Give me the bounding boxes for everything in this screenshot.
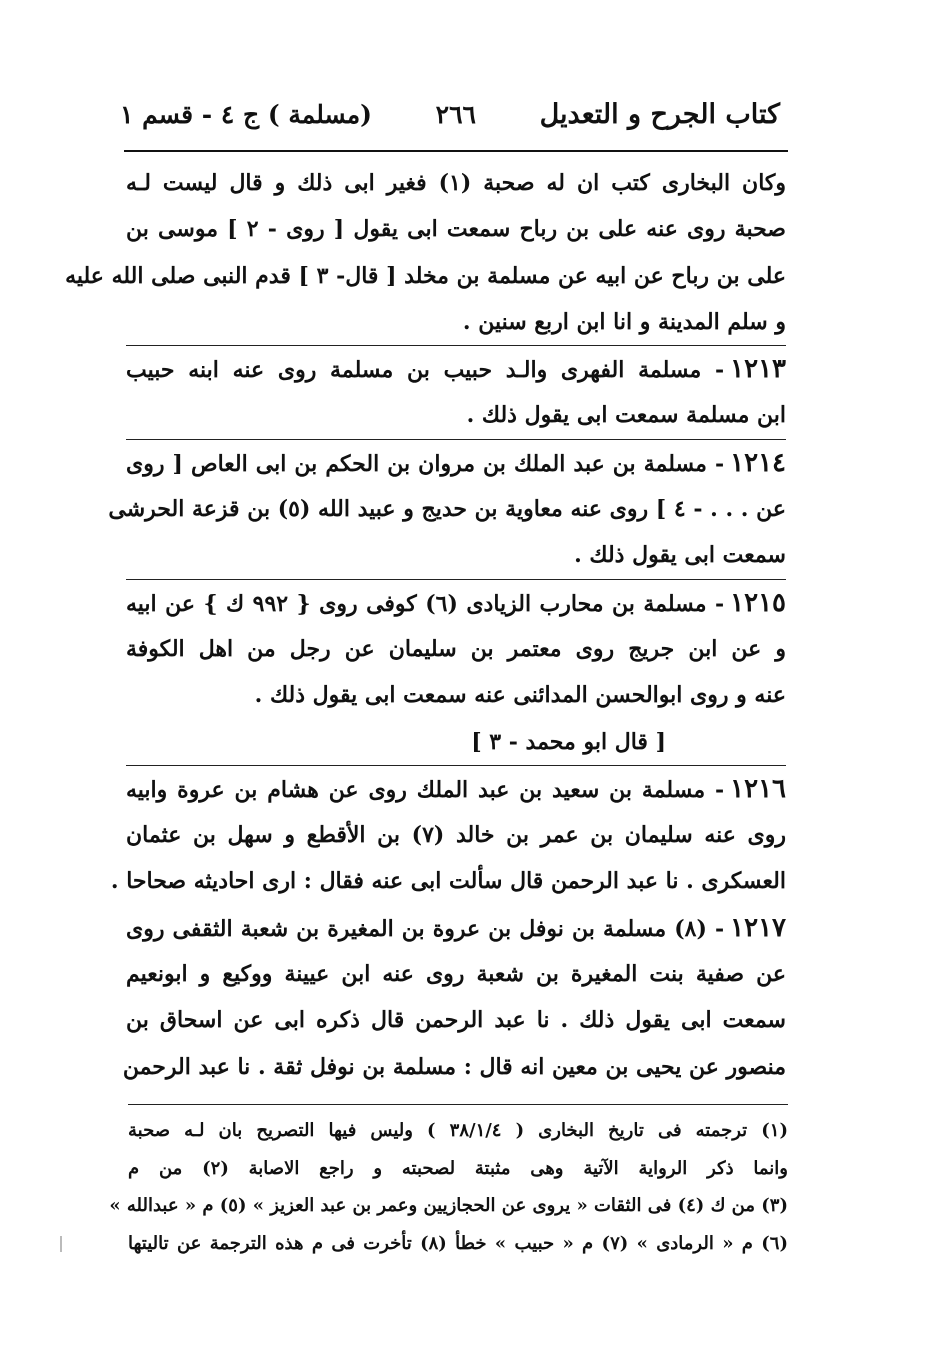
footnote-line: (٦) م « الرمادى » (٧) م « حبيب » خطأ (٨) تأخرت فى م هذه الترجمة عن تاليتها — [128, 1232, 788, 1254]
entry-number: ١٢١٤ — [730, 447, 786, 478]
text-line: عن صفية بنت المغيرة بن شعبة روى عنه ابن عيينة ووكيع و ابونعيم — [126, 961, 786, 988]
entry-number: ١٢١٦ — [730, 773, 786, 804]
footnote-rule — [128, 1104, 788, 1105]
text-line: [ قال ابو محمد - ٣ ] — [471, 728, 666, 755]
text-line: عنه و روى ابوالحسن المدائنى عنه سمعت ابى يقول ذلك . — [254, 682, 786, 709]
text-line: - مسلمة بن سعيد بن عبد الملك روى عن هشام بن عروة وابيه — [126, 776, 725, 803]
page-number: ٢٦٦ — [435, 99, 476, 129]
text-line: - مسلمة بن عبد الملك بن مروان بن الحكم بن ابى العاص [ روى — [126, 450, 725, 477]
entry-number: ١٢١٧ — [730, 912, 786, 943]
section-label: (مسلمة ) ج ٤ - قسم ١ — [120, 99, 373, 129]
header-rule — [124, 150, 788, 152]
continuation-paragraph — [65, 160, 786, 345]
text-line: - مسلمة بن محارب الزيادى (٦) كوفى روى { ٩٩٢ ك } عن ابيه — [126, 590, 725, 617]
text-line: و سلم المدينة و انا ابن اربع سنين . — [462, 308, 786, 335]
book-title: كتاب الجرح و التعديل — [539, 98, 780, 130]
text-line: و عن ابن جريج روى معتمر بن سليمان عن رجل من اهل الكوفة — [126, 635, 786, 662]
text-line: وكان البخارى كتب ان له صحبة (١) فغير ابى ذلك و قال ليست لـه — [126, 170, 786, 196]
entry-1213 — [126, 346, 786, 439]
text-line: العسكرى . نا عبد الرحمن قال سألت ابى عنه فقال : ارى احاديثه صحاحا . — [110, 868, 786, 895]
footnotes — [109, 1112, 788, 1262]
text-line: عن . . . - ٤ ] روى عنه معاوية بن حديج و عبيد الله (٥) بن قزعة الحرشى — [108, 496, 786, 523]
entry-1214 — [108, 440, 786, 579]
footnote-line: (١) ترجمته فى تاريخ البخارى ( ٣٨/١/٤ ) وليس فيها التصريح بان لـه صحبة — [128, 1120, 788, 1141]
entry-1217 — [122, 905, 786, 1090]
text-line: سمعت ابى يقول ذلك . — [574, 542, 786, 569]
entry-1215 — [126, 580, 786, 765]
text-line: صحبة روى عنه على بن رباح سمعت ابى يقول [ روى - ٢ ] موسى بن — [126, 216, 786, 243]
text-line: - مسلمة الفهرى والـد حبيب بن مسلمة روى عنه ابنه حبيب — [126, 357, 725, 384]
footnote-line: وانما ذكر الرواية الآتية وهى مثبتة لصحبته و راجع الاصابة (٢) من م — [128, 1157, 788, 1179]
entry-number: ١٢١٥ — [730, 587, 787, 618]
text-line: - (٨) مسلمة بن نوفل بن عروة بن المغيرة بن شعبة الثقفى روى — [126, 915, 725, 942]
text-line: منصور عن يحيى بن معين انه قال : مسلمة بن نوفل ثقة . نا عبد الرحمن — [122, 1053, 786, 1080]
margin-mark — [60, 1236, 62, 1252]
text-line: روى عنه سليمان بن عمر بن خالد (٧) بن الأقطع و سهل بن عثمان — [126, 822, 787, 849]
text-line: ابن مسلمة سمعت ابى يقول ذلك . — [466, 402, 786, 429]
text-line: على بن رباح عن ابيه عن مسلمة بن مخلد [ قال- ٣ ] قدم النبى صلى الله عليه — [65, 262, 786, 289]
footnote-line: (٣) من ك (٤) فى الثقات « يروى عن الحجازيين وعمر بن عبد العزيز » (٥) م « عبدالله » — [109, 1195, 788, 1216]
entry-number: ١٢١٣ — [730, 354, 786, 385]
main-text — [65, 160, 787, 1092]
text-line: سمعت ابى يقول ذلك . نا عبد الرحمن قال ذكره ابى عن اسحاق بن — [126, 1007, 786, 1034]
entry-1216 — [110, 766, 787, 905]
running-header — [120, 92, 780, 136]
